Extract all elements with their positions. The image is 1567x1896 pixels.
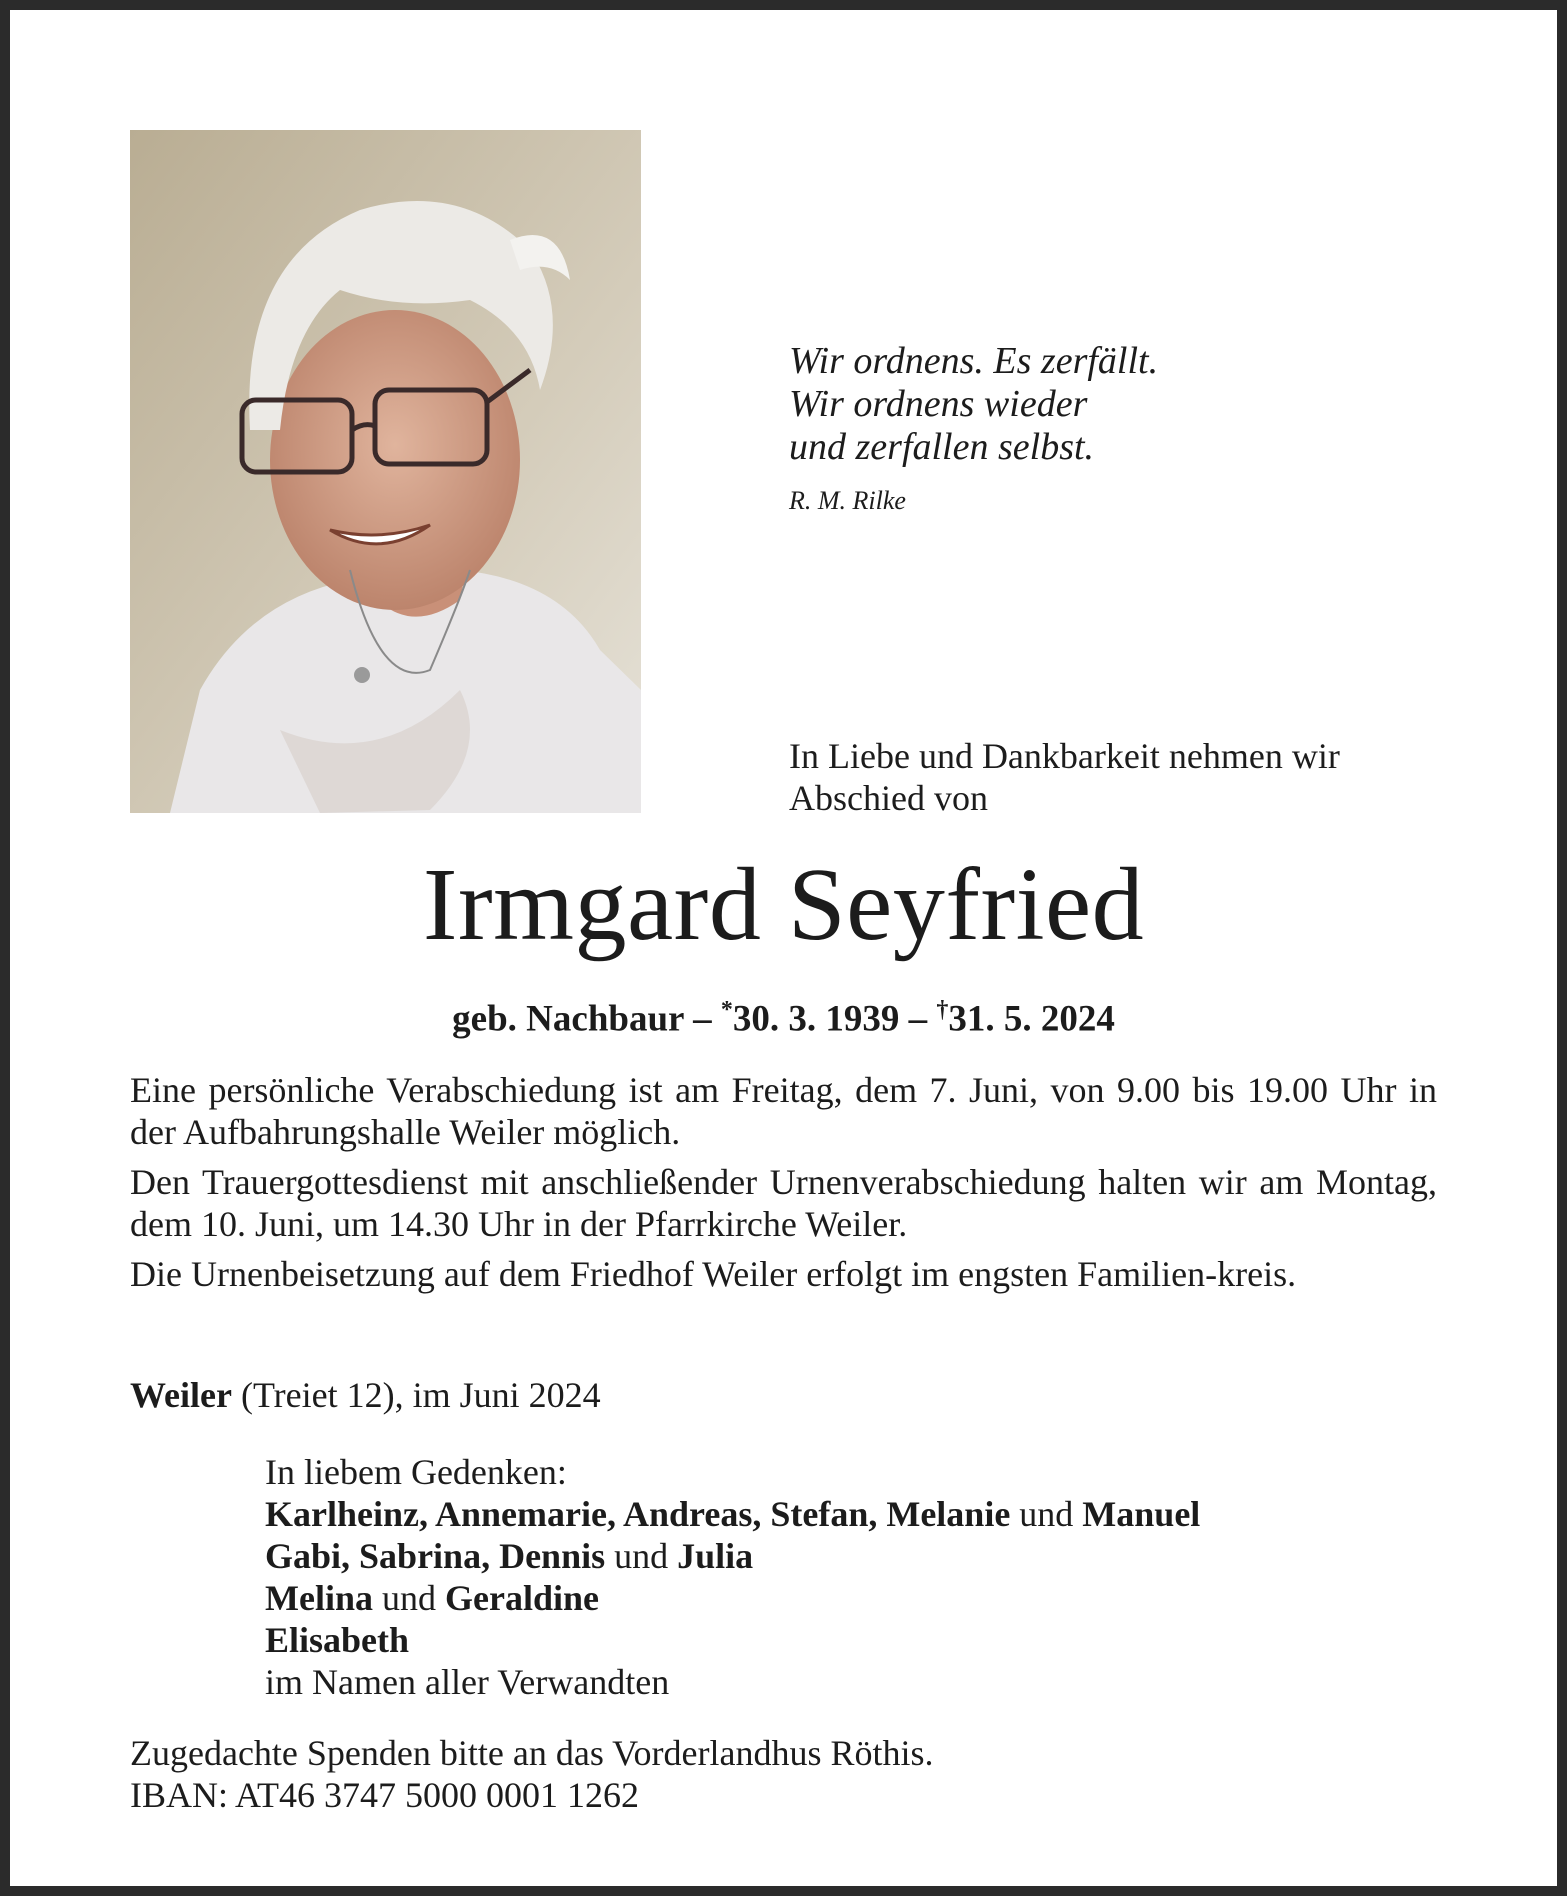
ceremony-details [130, 1069, 1437, 1303]
quote-line: Wir ordnens wieder [789, 383, 1088, 425]
mourner-names: Karlheinz, Annemarie, Andreas, Stefan, Melanie [265, 1494, 1011, 1534]
quote-line: Wir ordnens. Es zerfällt. [789, 340, 1159, 382]
dash-separator: – [908, 998, 928, 1040]
life-dates [10, 988, 1557, 1041]
mourners-line [265, 1619, 1465, 1661]
intro-text [789, 735, 1340, 819]
dash-separator: – [693, 998, 712, 1040]
burial-paragraph: Die Urnenbeisetzung auf dem Friedhof Weiler erfolgt im engsten Familien-kreis. [130, 1254, 1297, 1294]
obituary-page [10, 10, 1557, 1886]
mourner-names: Melina [265, 1578, 373, 1618]
mourner-names: Elisabeth [265, 1620, 410, 1660]
mourners-heading: In liebem Gedenken: [265, 1452, 567, 1492]
mourner-names: Gabi, Sabrina, Dennis [265, 1536, 606, 1576]
birth-date: 30. 3. 1939 [732, 998, 900, 1040]
mourner-names: Manuel [1082, 1494, 1201, 1534]
conjunction: und [381, 1578, 436, 1618]
iban-line [130, 1774, 934, 1816]
conjunction: und [1019, 1494, 1074, 1534]
mourners-line [265, 1493, 1465, 1535]
farewell-paragraph: Eine persönliche Verabschiedung ist am Freitag, dem 7. Juni, von 9.00 bis 19.00 Uhr in der Aufbahrungshalle Weiler möglich. [130, 1070, 1437, 1152]
service-paragraph: Den Trauergottesdienst mit anschließender Urnenverabschiedung halten wir am Montag, dem 10. Juni, um 14.30 Uhr in der Pfarrkirche Weiler. [130, 1162, 1437, 1244]
birth-symbol: * [720, 997, 733, 1023]
death-symbol: † [936, 997, 949, 1023]
portrait-photo [130, 130, 641, 813]
maiden-name: geb. Nachbaur [452, 998, 684, 1040]
place-town: Weiler [130, 1375, 232, 1415]
place-detail: (Treiet 12), im Juni 2024 [240, 1375, 601, 1415]
quote-line: und zerfallen selbst. [789, 426, 1095, 468]
mourners-line [265, 1577, 1465, 1619]
intro-line: Abschied von [789, 778, 988, 818]
death-date: 31. 5. 2024 [948, 998, 1115, 1040]
rilke-quote [789, 340, 1158, 469]
intro-line: In Liebe und Dankbarkeit nehmen wir [789, 736, 1340, 776]
deceased-name: Irmgard Seyfried [422, 847, 1145, 962]
donation-text: Zugedachte Spenden bitte an das Vorderlandhus Röthis. [130, 1733, 934, 1773]
mourner-names: Julia [677, 1536, 754, 1576]
iban-number: AT46 3747 5000 0001 1262 [235, 1775, 640, 1815]
iban-label: IBAN: [130, 1775, 228, 1815]
donation-info [130, 1732, 934, 1816]
mourners-list [265, 1451, 1465, 1703]
mourners-line [265, 1535, 1465, 1577]
conjunction: und [614, 1536, 669, 1576]
mourners-footer: im Namen aller Verwandten [265, 1662, 670, 1702]
place-date [130, 1374, 601, 1416]
quote-author: R. M. Rilke [789, 486, 906, 515]
mourner-names: Geraldine [444, 1578, 599, 1618]
portrait-illustration [130, 130, 641, 813]
